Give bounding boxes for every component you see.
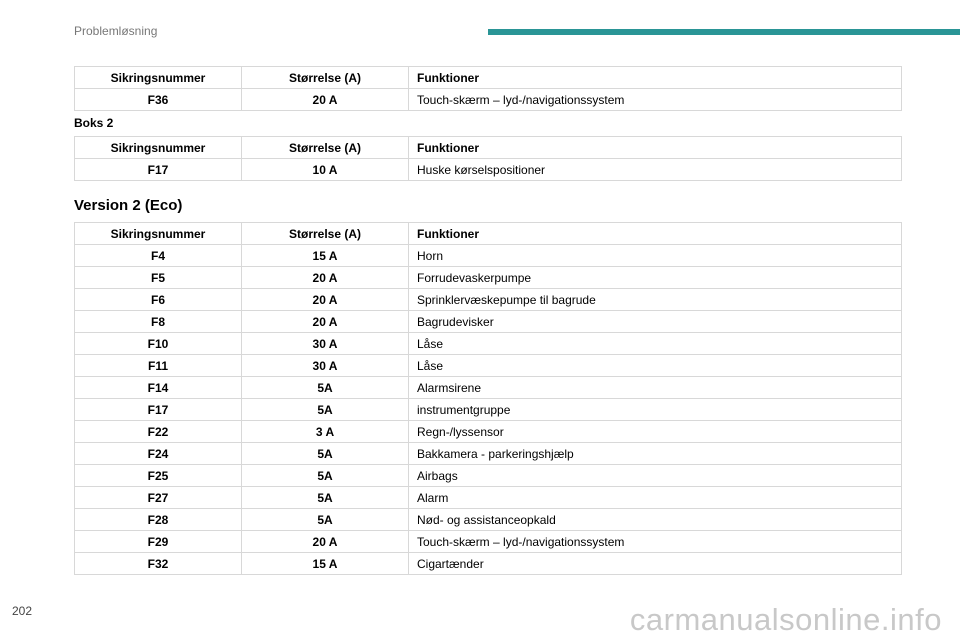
table-row xyxy=(75,531,902,553)
size-cell: 15 A xyxy=(242,245,409,267)
table-row xyxy=(75,355,902,377)
table-row xyxy=(75,399,902,421)
size-cell: 20 A xyxy=(242,531,409,553)
function-cell: instrumentgruppe xyxy=(409,399,902,421)
table-row xyxy=(75,311,902,333)
header-fuse-number: Sikringsnummer xyxy=(75,137,242,159)
function-cell: Låse xyxy=(409,355,902,377)
fuse-number-cell: F14 xyxy=(75,377,242,399)
table-row xyxy=(75,443,902,465)
fuse-number-cell: F24 xyxy=(75,443,242,465)
table-row xyxy=(75,89,902,111)
header-fuse-number: Sikringsnummer xyxy=(75,67,242,89)
table-header-row xyxy=(75,67,902,89)
function-cell: Horn xyxy=(409,245,902,267)
fuse-number-cell: F25 xyxy=(75,465,242,487)
version-2-heading: Version 2 (Eco) xyxy=(74,197,183,214)
size-cell: 15 A xyxy=(242,553,409,575)
fuse-number-cell: F5 xyxy=(75,267,242,289)
fuse-number-cell: F4 xyxy=(75,245,242,267)
size-cell: 5A xyxy=(242,487,409,509)
fuse-table-1 xyxy=(74,66,902,111)
function-cell: Touch-skærm – lyd-/navigationssystem xyxy=(409,531,902,553)
table-row xyxy=(75,487,902,509)
header-size: Størrelse (A) xyxy=(242,223,409,245)
fuse-number-cell: F28 xyxy=(75,509,242,531)
table-row xyxy=(75,267,902,289)
size-cell: 3 A xyxy=(242,421,409,443)
table-row xyxy=(75,333,902,355)
function-cell: Bakkamera - parkeringshjælp xyxy=(409,443,902,465)
size-cell: 5A xyxy=(242,377,409,399)
table-version-2-body xyxy=(75,245,902,575)
fuse-number-cell: F10 xyxy=(75,333,242,355)
size-cell: 20 A xyxy=(242,289,409,311)
function-cell: Sprinklervæskepumpe til bagrude xyxy=(409,289,902,311)
function-cell: Regn-/lyssensor xyxy=(409,421,902,443)
fuse-number-cell: F32 xyxy=(75,553,242,575)
accent-bar xyxy=(488,29,960,35)
fuse-number-cell: F8 xyxy=(75,311,242,333)
fuse-number-cell: F27 xyxy=(75,487,242,509)
fuse-table-box-2 xyxy=(74,136,902,181)
function-cell: Cigartænder xyxy=(409,553,902,575)
header-functions: Funktioner xyxy=(409,67,902,89)
function-cell: Airbags xyxy=(409,465,902,487)
function-cell: Nød- og assistanceopkald xyxy=(409,509,902,531)
function-cell: Forrudevaskerpumpe xyxy=(409,267,902,289)
table-row xyxy=(75,377,902,399)
function-cell: Huske kørselspositioner xyxy=(409,159,902,181)
size-cell: 20 A xyxy=(242,311,409,333)
size-cell: 5A xyxy=(242,465,409,487)
table-header-row xyxy=(75,137,902,159)
table-row xyxy=(75,465,902,487)
size-cell: 5A xyxy=(242,443,409,465)
table-row xyxy=(75,245,902,267)
table-box-2-body xyxy=(75,159,902,181)
size-cell: 20 A xyxy=(242,267,409,289)
function-cell: Bagrudevisker xyxy=(409,311,902,333)
fuse-number-cell: F17 xyxy=(75,159,242,181)
table-row xyxy=(75,509,902,531)
function-cell: Touch-skærm – lyd-/navigationssystem xyxy=(409,89,902,111)
fuse-number-cell: F17 xyxy=(75,399,242,421)
table-row xyxy=(75,289,902,311)
size-cell: 5A xyxy=(242,509,409,531)
watermark: carmanualsonline.info xyxy=(629,602,942,637)
fuse-table-version-2 xyxy=(74,222,902,575)
page-number: 202 xyxy=(12,604,33,618)
header-fuse-number: Sikringsnummer xyxy=(75,223,242,245)
size-cell: 5A xyxy=(242,399,409,421)
header-size: Størrelse (A) xyxy=(242,67,409,89)
table-header-row xyxy=(75,223,902,245)
header-functions: Funktioner xyxy=(409,137,902,159)
table-row xyxy=(75,421,902,443)
fuse-number-cell: F22 xyxy=(75,421,242,443)
fuse-number-cell: F36 xyxy=(75,89,242,111)
section-title: Problemløsning xyxy=(74,24,158,38)
fuse-number-cell: F29 xyxy=(75,531,242,553)
header-size: Størrelse (A) xyxy=(242,137,409,159)
table-1-body xyxy=(75,89,902,111)
function-cell: Alarmsirene xyxy=(409,377,902,399)
fuse-number-cell: F6 xyxy=(75,289,242,311)
table-row xyxy=(75,159,902,181)
function-cell: Låse xyxy=(409,333,902,355)
size-cell: 30 A xyxy=(242,333,409,355)
header-functions: Funktioner xyxy=(409,223,902,245)
box-2-label: Boks 2 xyxy=(74,116,114,130)
size-cell: 10 A xyxy=(242,159,409,181)
size-cell: 30 A xyxy=(242,355,409,377)
size-cell: 20 A xyxy=(242,89,409,111)
function-cell: Alarm xyxy=(409,487,902,509)
fuse-number-cell: F11 xyxy=(75,355,242,377)
table-row xyxy=(75,553,902,575)
